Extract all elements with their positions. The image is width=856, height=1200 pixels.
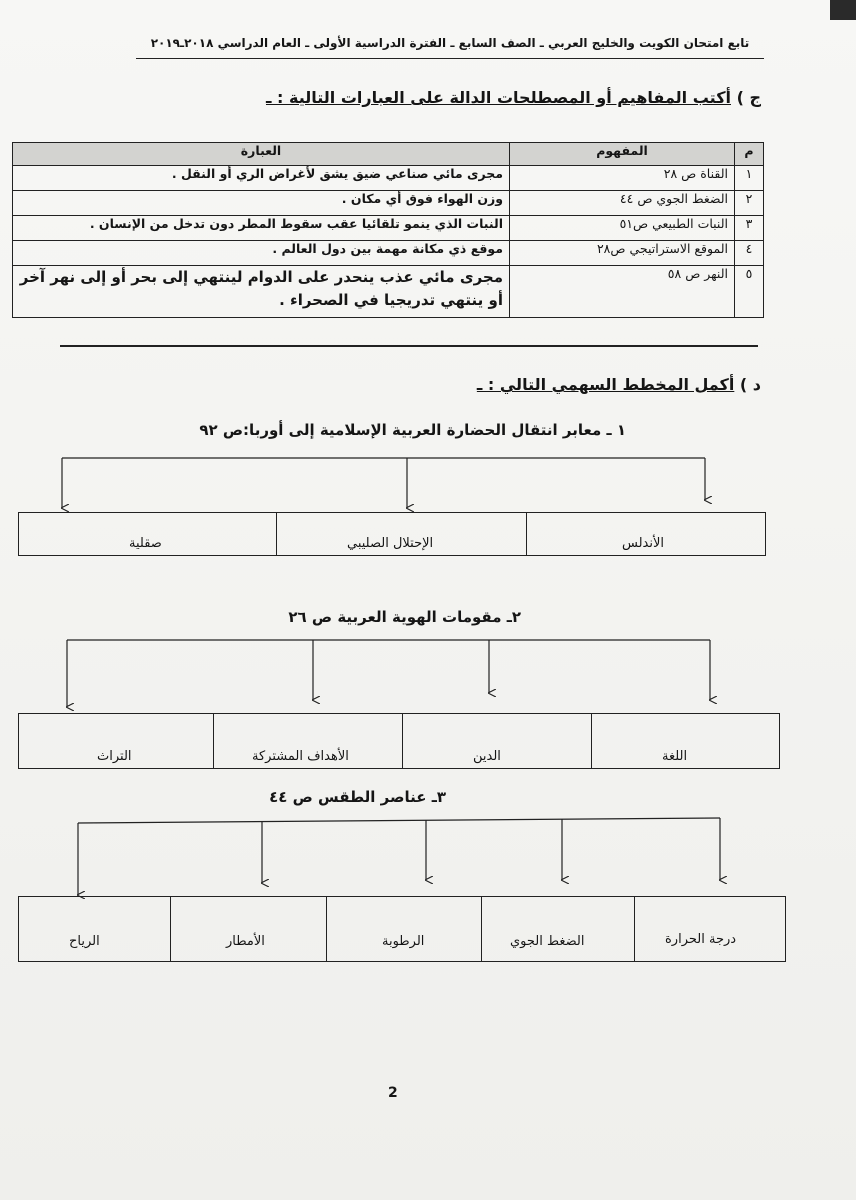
row-num: ٥ — [735, 266, 764, 318]
row-term: القناة ص ٢٨ — [510, 166, 735, 191]
row-term: النبات الطبيعي ص٥١ — [510, 216, 735, 241]
row-desc: موقع ذي مكانة مهمة بين دول العالم . — [13, 241, 510, 266]
diagram-box: الأهداف المشتركة — [213, 714, 402, 768]
header-desc: العبارة — [13, 143, 510, 166]
diagram-1-title: ١ ـ معابر انتقال الحضارة العربية الإسلامية إلى أوربا:ص ٩٢ — [199, 421, 626, 439]
diagram-2-arrows — [67, 640, 710, 707]
diagram-box: اللغة — [591, 714, 779, 768]
diagram-box: الضغط الجوي — [481, 897, 634, 961]
diagram-3-arrows — [78, 818, 720, 895]
row-desc: مجرى مائي صناعي ضيق يشق لأغراض الري أو النقل . — [13, 166, 510, 191]
row-desc: وزن الهواء فوق أي مكان . — [13, 191, 510, 216]
section-c-prefix: ج ) — [736, 88, 761, 107]
diagram-box: الأندلس — [526, 513, 765, 555]
header-term: المفهوم — [510, 143, 735, 166]
diagram-box: درجة الحرارة — [634, 897, 785, 961]
exam-header: تابع امتحان الكويت والخليج العربي ـ الصف السابع ـ الفترة الدراسية الأولى ـ العام الدراسي ٢٠١٨ـ٢٠١٩ — [150, 36, 750, 50]
diagram-box: الدين — [402, 714, 591, 768]
diagram-2-boxes — [18, 713, 780, 769]
diagram-1-boxes — [18, 512, 766, 556]
diagram-1-arrows — [62, 458, 705, 508]
section-c-text: أكتب المفاهيم أو المصطلحات الدالة على العبارات التالية : ـ — [265, 88, 731, 107]
row-term: النهر ص ٥٨ — [510, 266, 735, 318]
diagram-3-title: ٣ـ عناصر الطقس ص ٤٤ — [269, 788, 446, 806]
diagram-3-boxes — [18, 896, 786, 962]
row-desc: النبات الذي ينمو تلقائيا عقب سقوط المطر دون تدخل من الإنسان . — [13, 216, 510, 241]
diagram-box: الإحتلال الصليبي — [276, 513, 526, 555]
header-num: م — [735, 143, 764, 166]
diagram-2-title: ٢ـ مقومات الهوية العربية ص ٢٦ — [288, 608, 521, 626]
row-desc-line2: أو ينتهي تدريجيا في الصحراء . — [279, 291, 503, 309]
row-desc-line1: مجرى مائي عذب ينحدر على الدوام لينتهي إلى بحر أو إلى نهر آخر — [19, 268, 503, 286]
row-num: ٣ — [735, 216, 764, 241]
section-d-text: أكمل المخطط السهمي التالي : ـ — [476, 375, 735, 394]
diagram-box: الرطوبة — [326, 897, 481, 961]
diagram-box: الأمطار — [170, 897, 326, 961]
row-num: ١ — [735, 166, 764, 191]
page-number: 2 — [388, 1085, 398, 1101]
diagram-box: التراث — [97, 749, 132, 764]
section-d-prefix: د ) — [739, 375, 761, 394]
row-num: ٢ — [735, 191, 764, 216]
diagram-box: الرياح — [69, 934, 100, 949]
row-term: الضغط الجوي ص ٤٤ — [510, 191, 735, 216]
row-term: الموقع الاستراتيجي ص٢٨ — [510, 241, 735, 266]
diagram-box: صقلية — [129, 536, 162, 551]
row-num: ٤ — [735, 241, 764, 266]
